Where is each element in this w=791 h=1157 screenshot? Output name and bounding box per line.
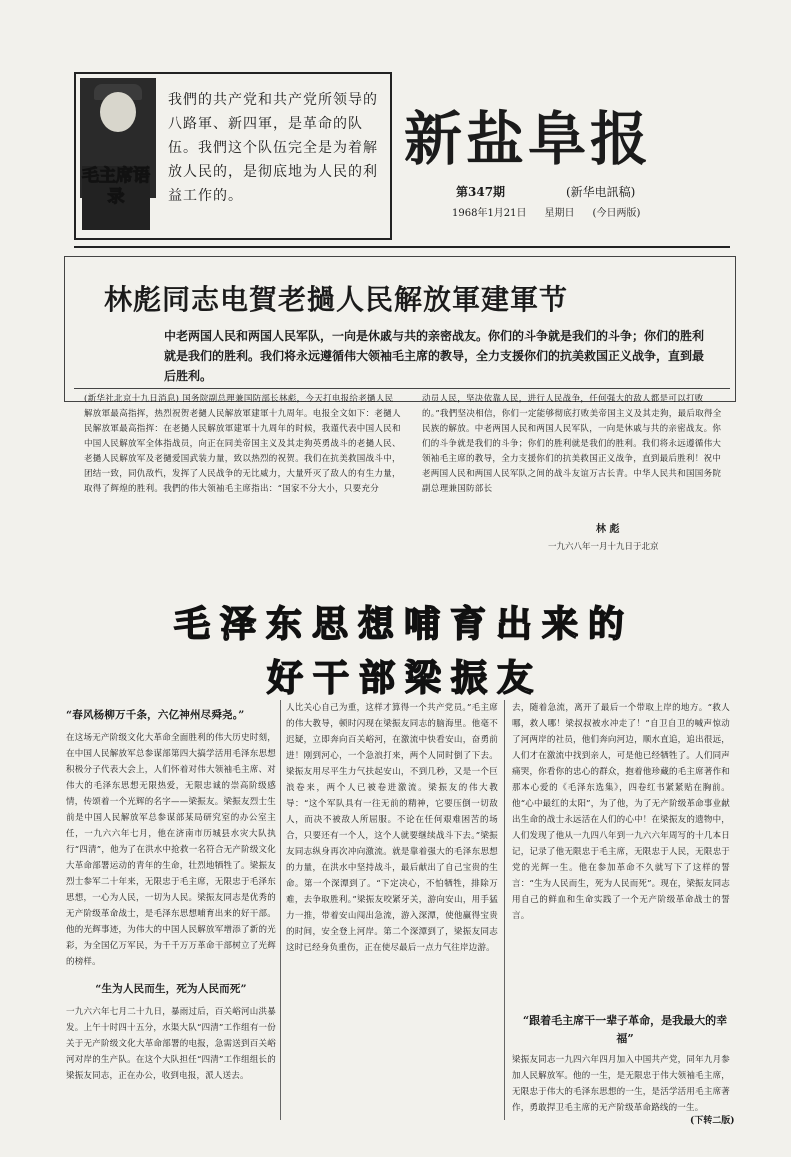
section-heading: “春风杨柳万千条，六亿神州尽舜尧。” — [66, 709, 245, 721]
weekday: 星期日 — [544, 208, 575, 219]
lead-left-column: (新华社北京十九日消息) 国务院副总理兼国防部长林彪，今天打电报给老撾人民解放軍最高指挥，热烈祝贺老撾人民解放軍建軍十九周年。电报全文如下：老撾人民解放軍最高指挥：在老撾人民解放軍建軍十九周年的时候，我谨代表中国人民和中国人民解放军全体指战员，向正在同美帝国主义及其走狗英勇战斗的老撾人民、老撾人民解放军及老撾爱国武装力量，致以热烈的祝贺。我们在抗美救国战斗中，团结一致，同仇敌忾，发挥了人民战争的无比威力，大量歼灭了敌人的有生力量，取得了辉煌的胜利。我們的伟大领袖毛主席指出：“国家不分大小，只要充分 — [84, 394, 401, 494]
section-heading: “生为人民而生，死为人民而死” — [95, 983, 247, 995]
edition: (今日两版) — [592, 208, 641, 219]
continued-note: (下转二版) — [690, 1116, 735, 1126]
issue-number: 第347期 — [456, 185, 506, 199]
agency-note: (新华电訊稿) — [566, 185, 636, 199]
masthead-title: 新盐阜报 — [404, 105, 653, 173]
signature-date: 一九六八年一月十九日于北京 — [548, 542, 659, 552]
column-rule — [504, 700, 505, 1120]
column-text: 梁振友同志一九四六年四月加入中国共产党，同年九月参加人民解放军。他的一生，是无限忠于伟大领袖毛主席，无限忠于伟大的毛泽东思想的一生，是活学活用毛主席著作，勇敢捍卫毛主席的无产阶级革命路线的一生。 — [512, 1055, 730, 1113]
feature-column-3 — [512, 700, 730, 924]
feature-title-line1: 毛泽东思想哺育出来的 — [173, 604, 634, 645]
quote-box — [74, 72, 392, 240]
divider — [74, 246, 730, 248]
column-text: 在这场无产阶级文化大革命全面胜利的伟大历史时刻，在中国人民解放军总参谋部第四大搞学活用毛泽东思想积极分子代表大会上，人们怀着对伟大领袖毛主席、对伟大的毛泽东思想无限热爱，无限忠诚的崇高阶级感情，传颂着一个光辉的名字——梁振友。梁振友烈士生前是中国人民解放军总参谋部某局研究室的办公室主任，一九六六年七月，他在济南市历城县水灾大队执行“四清”，他为了在洪水中抢救一名符合无产阶级文化大革命部署运动的青年的生命，壮烈地牺牲了。梁振友烈士参军二十年来，无限忠于毛主席，无限忠于毛泽东思想，一心为人民，一切为人民。梁振友同志是优秀的无产阶级革命战士，是毛泽东思想哺育出来的好干部。他的光辉事迹，为伟大的中国人民解放军增添了新的光彩，为全国亿万军民，为千千万万革命干部树立了光辉的榜样。 — [66, 733, 276, 967]
date-line — [452, 204, 752, 219]
lead-right-column: 动员人民，坚决依靠人民，进行人民战争，任何强大的敌人都是可以打败的。”我們坚决相信，你们一定能够彻底打败美帝国主义及其走狗，最后取得全民族的解放。中老两国人民和两国人民军队，一向是休戚与共的亲密战友。你们的斗争就是我们的斗争；你们的胜利就是我们的胜利。我们将永远遵循伟大领袖毛主席的教导，全力支援你们的抗美救国正义战争，直到最后胜利！祝中老两国人民和两国人民军队之间的战斗友谊万古长青。中华人民共和国国务院副总理兼国防部长 — [422, 394, 722, 494]
column-text: 去，随着急流，离开了最后一个带取上岸的地方。“救人哪，救人哪！梁叔叔被水冲走了！”自卫自卫的喊声惊动了河两岸的社员，他们奔向河边，顺水直追，追出很远，人们才在激流中找到亲人，可是他已经牺牲了。人们同声痛哭，你看你的忠心的群众，抱着他珍藏的毛主席著作和那本心爱的《毛泽东选集》，四卷红书紧紧贴在胸前。他“心中最红的太阳”，为了他，为了无产阶级革命事业献出生命的战士永远活在人们的心中！在梁振友的遗物中，人们发现了他从一九四八年到一九六六年周写的十几本日记，记录了他无限忠于毛主席，无限忠于人民，无限忠于党的光辉一生。他在参加革命不久就写下了这样的誓言：“生为人民而生，死为人民而死”。现在，梁振友同志用自己的鲜血和生命实践了一个无产阶级革命战士的誓言。 — [512, 703, 730, 921]
date: 1968年1月21日 — [452, 208, 527, 219]
section-heading: “跟着毛主席干一辈子革命，是我最大的幸福” — [522, 1014, 728, 1045]
feature-title-line2: 好干部梁振友 — [266, 658, 543, 699]
column-text: 一九六六年七月二十九日，暴雨过后，百关峪河山洪暴发。上午十时四十五分，水渠大队“四清”工作组有一份关于无产阶级文化大革命部署的电报，急需送到百关峪河对岸的生产队。在这个大队担任“四清”工作组组长的梁振友同志，正在办公，收到电报，派人送去。 — [66, 1007, 276, 1081]
lead-subhead: 中老两国人民和两国人民军队，一向是休戚与共的亲密战友。你们的斗争就是我们的斗争；你们的胜利就是我们的胜利。我们将永远遵循伟大领袖毛主席的教导，全力支援你们的抗美救国正义战争，直到最后胜利。 — [164, 329, 705, 383]
lead-headline: 林彪同志电賀老撾人民解放軍建軍节 — [104, 283, 569, 316]
signature: 林 彪 — [596, 524, 620, 535]
column-text: 人比关心自己为重，这样才算得一个共产党员。”毛主席的伟大教导，顿时闪现在梁振友同志的脑海里。他毫不迟疑，立即奔向百关峪河，在激流中快看安山，奋勇前进！刚到河心，一个急浪打来，两个人同时倒了下去。梁振友用尽平生力气扶起安山，不到几秒，又是一个巨浪卷来，两个人已被卷进激流。梁振友的伟大教导：“这个军队具有一往无前的精神，它要压倒一切敌人，而决不被敌人所屈服。不论在任何艰难困苦的场合，只要还有一个人，这个人就要继续战斗下去。”梁振友同志纵身再次冲向激流。就是靠着强大的毛泽东思想的力量，在洪水中坚持战斗，最后献出了自己宝贵的生命。第一个深潭到了。“下定决心，不怕牺牲，排除万难，去争取胜利。”梁振友咬紧牙关，游向安山，用手猛力一推，带着安山闯出急流，游入深潭，使他赢得宝贵的时间，安全登上河岸。第二个深潭到了，梁振友同志这时已经身负重伤，正在使尽最后一点力气往岸边游。 — [286, 703, 498, 953]
quote-text: 我們的共产党和共产党所领导的八路軍、新四軍，是革命的队伍。我們这个队伍完全是为着解放人民的，是彻底地为人民的利益工作的。 — [168, 92, 378, 204]
column-rule — [280, 700, 281, 1120]
feature-column-1 — [66, 700, 276, 1084]
feature-column-2 — [286, 700, 498, 956]
divider — [74, 388, 730, 389]
quote-label: 毛主席语录 — [82, 166, 150, 230]
